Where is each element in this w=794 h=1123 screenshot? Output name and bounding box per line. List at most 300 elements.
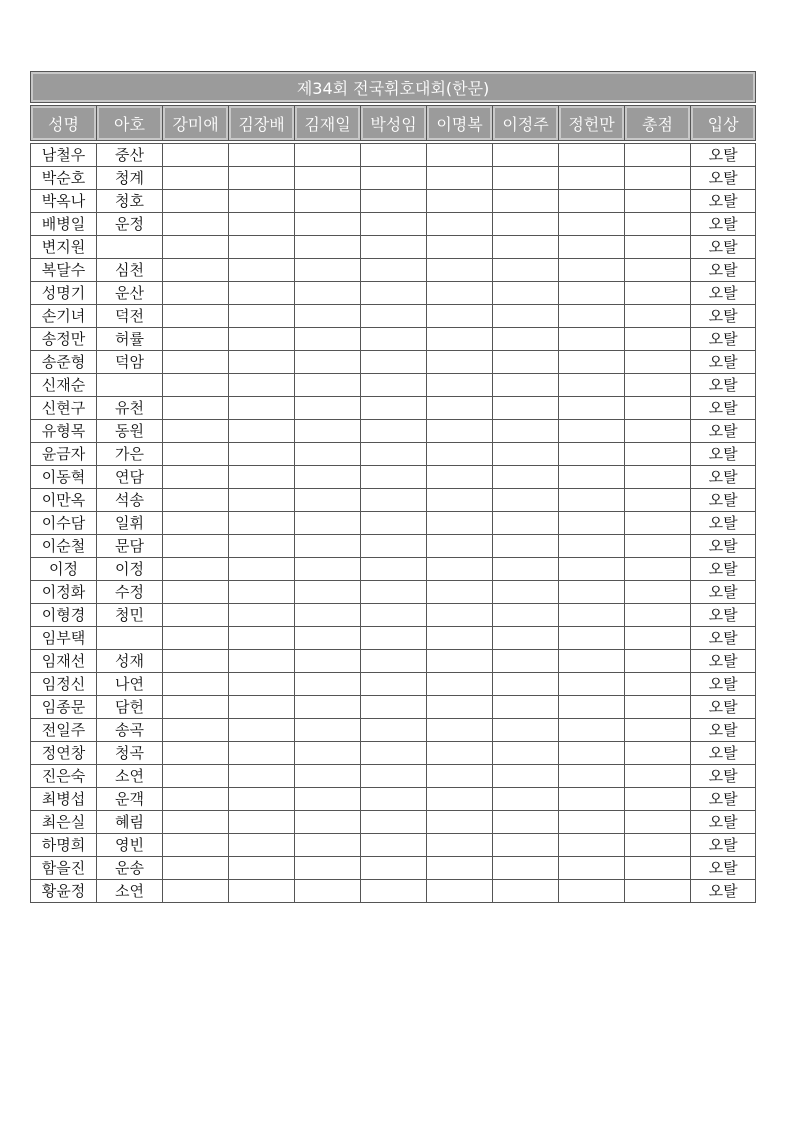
name-cell: 최은실	[31, 811, 97, 834]
table-row	[31, 535, 756, 558]
score-cell	[625, 742, 691, 765]
score-cell	[163, 374, 229, 397]
table-row	[31, 696, 756, 719]
score-cell	[493, 167, 559, 190]
score-cell	[427, 282, 493, 305]
score-cell	[493, 259, 559, 282]
score-cell	[295, 627, 361, 650]
score-cell	[295, 305, 361, 328]
score-cell	[229, 834, 295, 857]
award-cell: 오탈	[691, 834, 756, 857]
score-cell	[229, 328, 295, 351]
score-cell	[163, 535, 229, 558]
award-cell: 오탈	[691, 650, 756, 673]
score-cell	[625, 834, 691, 857]
name-cell: 남철우	[31, 144, 97, 167]
score-cell	[625, 259, 691, 282]
score-cell	[229, 144, 295, 167]
score-cell	[427, 466, 493, 489]
award-cell: 오탈	[691, 696, 756, 719]
score-cell	[427, 328, 493, 351]
score-cell	[163, 765, 229, 788]
pen-name-cell	[97, 236, 163, 259]
score-cell	[493, 627, 559, 650]
score-cell	[427, 443, 493, 466]
score-cell	[163, 558, 229, 581]
pen-name-cell: 운산	[97, 282, 163, 305]
award-cell: 오탈	[691, 765, 756, 788]
score-cell	[493, 581, 559, 604]
table-row	[31, 213, 756, 236]
score-cell	[559, 420, 625, 443]
score-cell	[427, 650, 493, 673]
name-cell: 배병일	[31, 213, 97, 236]
score-cell	[493, 282, 559, 305]
score-cell	[295, 190, 361, 213]
score-cell	[625, 190, 691, 213]
score-cell	[229, 581, 295, 604]
award-cell: 오탈	[691, 742, 756, 765]
score-cell	[361, 558, 427, 581]
award-cell: 오탈	[691, 213, 756, 236]
score-cell	[427, 512, 493, 535]
score-cell	[361, 742, 427, 765]
score-cell	[625, 167, 691, 190]
score-cell	[493, 328, 559, 351]
score-cell	[559, 489, 625, 512]
score-cell	[427, 627, 493, 650]
column-header: 김재일	[295, 106, 361, 141]
score-cell	[163, 834, 229, 857]
score-cell	[559, 351, 625, 374]
award-cell: 오탈	[691, 466, 756, 489]
score-cell	[559, 857, 625, 880]
score-cell	[493, 489, 559, 512]
score-cell	[295, 144, 361, 167]
score-cell	[427, 236, 493, 259]
score-cell	[295, 535, 361, 558]
name-cell: 송정만	[31, 328, 97, 351]
score-cell	[559, 719, 625, 742]
score-cell	[493, 397, 559, 420]
pen-name-cell: 이정	[97, 558, 163, 581]
score-cell	[361, 259, 427, 282]
score-cell	[559, 443, 625, 466]
score-cell	[229, 765, 295, 788]
score-cell	[625, 213, 691, 236]
pen-name-cell: 나연	[97, 673, 163, 696]
score-cell	[163, 489, 229, 512]
score-cell	[163, 190, 229, 213]
score-cell	[493, 765, 559, 788]
award-cell: 오탈	[691, 236, 756, 259]
name-cell: 박옥나	[31, 190, 97, 213]
score-cell	[427, 489, 493, 512]
score-cell	[295, 282, 361, 305]
award-cell: 오탈	[691, 144, 756, 167]
table-row	[31, 397, 756, 420]
name-cell: 이형경	[31, 604, 97, 627]
name-cell: 윤금자	[31, 443, 97, 466]
score-cell	[625, 351, 691, 374]
score-cell	[229, 535, 295, 558]
table-row	[31, 420, 756, 443]
table-row	[31, 443, 756, 466]
score-cell	[295, 259, 361, 282]
score-cell	[295, 811, 361, 834]
score-cell	[229, 857, 295, 880]
table-row	[31, 627, 756, 650]
score-cell	[559, 282, 625, 305]
score-cell	[427, 673, 493, 696]
score-cell	[163, 397, 229, 420]
score-cell	[163, 719, 229, 742]
score-cell	[229, 650, 295, 673]
score-cell	[361, 834, 427, 857]
score-cell	[361, 351, 427, 374]
name-cell: 하명희	[31, 834, 97, 857]
score-cell	[625, 604, 691, 627]
score-cell	[163, 305, 229, 328]
score-cell	[361, 489, 427, 512]
name-cell: 복달수	[31, 259, 97, 282]
award-cell: 오탈	[691, 305, 756, 328]
score-cell	[295, 719, 361, 742]
award-cell: 오탈	[691, 374, 756, 397]
award-cell: 오탈	[691, 581, 756, 604]
name-cell: 이만옥	[31, 489, 97, 512]
name-cell: 최병섭	[31, 788, 97, 811]
score-cell	[361, 144, 427, 167]
name-cell: 손기녀	[31, 305, 97, 328]
award-cell: 오탈	[691, 811, 756, 834]
score-cell	[559, 305, 625, 328]
score-cell	[493, 305, 559, 328]
score-cell	[427, 765, 493, 788]
award-cell: 오탈	[691, 190, 756, 213]
column-header: 박성임	[361, 106, 427, 141]
pen-name-cell	[97, 627, 163, 650]
score-cell	[493, 880, 559, 903]
score-cell	[559, 558, 625, 581]
pen-name-cell: 심천	[97, 259, 163, 282]
column-header: 아호	[97, 106, 163, 141]
score-cell	[361, 443, 427, 466]
award-cell: 오탈	[691, 788, 756, 811]
score-cell	[559, 604, 625, 627]
score-cell	[559, 259, 625, 282]
score-cell	[163, 627, 229, 650]
score-cell	[295, 834, 361, 857]
score-cell	[625, 696, 691, 719]
table-row	[31, 765, 756, 788]
name-cell: 신재순	[31, 374, 97, 397]
table-row	[31, 489, 756, 512]
pen-name-cell: 성재	[97, 650, 163, 673]
score-cell	[163, 811, 229, 834]
score-cell	[427, 397, 493, 420]
score-cell	[559, 512, 625, 535]
score-cell	[559, 696, 625, 719]
table-row	[31, 880, 756, 903]
results-table	[30, 71, 756, 903]
score-cell	[493, 604, 559, 627]
score-cell	[229, 213, 295, 236]
award-cell: 오탈	[691, 719, 756, 742]
score-cell	[163, 880, 229, 903]
score-cell	[625, 811, 691, 834]
name-cell: 정연창	[31, 742, 97, 765]
score-cell	[229, 489, 295, 512]
score-cell	[559, 144, 625, 167]
score-cell	[163, 144, 229, 167]
score-cell	[625, 719, 691, 742]
pen-name-cell: 수정	[97, 581, 163, 604]
score-cell	[625, 236, 691, 259]
score-cell	[229, 443, 295, 466]
score-cell	[229, 236, 295, 259]
name-cell: 함을진	[31, 857, 97, 880]
score-cell	[229, 374, 295, 397]
score-cell	[361, 305, 427, 328]
score-cell	[295, 512, 361, 535]
score-cell	[295, 696, 361, 719]
score-cell	[361, 650, 427, 673]
score-cell	[625, 305, 691, 328]
score-cell	[163, 742, 229, 765]
table-row	[31, 742, 756, 765]
column-header: 정헌만	[559, 106, 625, 141]
score-cell	[559, 834, 625, 857]
score-cell	[361, 236, 427, 259]
score-cell	[295, 765, 361, 788]
award-cell: 오탈	[691, 351, 756, 374]
table-row	[31, 282, 756, 305]
award-cell: 오탈	[691, 397, 756, 420]
score-cell	[361, 535, 427, 558]
score-cell	[229, 880, 295, 903]
score-cell	[229, 673, 295, 696]
pen-name-cell: 일휘	[97, 512, 163, 535]
score-cell	[163, 420, 229, 443]
score-cell	[361, 857, 427, 880]
score-cell	[361, 880, 427, 903]
award-cell: 오탈	[691, 489, 756, 512]
score-cell	[427, 213, 493, 236]
score-cell	[295, 167, 361, 190]
pen-name-cell: 청계	[97, 167, 163, 190]
pen-name-cell: 혜림	[97, 811, 163, 834]
score-cell	[361, 190, 427, 213]
award-cell: 오탈	[691, 512, 756, 535]
score-cell	[229, 397, 295, 420]
name-cell: 이순철	[31, 535, 97, 558]
score-cell	[295, 880, 361, 903]
score-cell	[163, 328, 229, 351]
score-cell	[493, 650, 559, 673]
score-cell	[625, 443, 691, 466]
name-cell: 전일주	[31, 719, 97, 742]
pen-name-cell: 송곡	[97, 719, 163, 742]
name-cell: 유형목	[31, 420, 97, 443]
score-cell	[493, 190, 559, 213]
score-cell	[493, 443, 559, 466]
score-cell	[625, 374, 691, 397]
award-cell: 오탈	[691, 627, 756, 650]
score-cell	[229, 627, 295, 650]
column-header: 성명	[31, 106, 97, 141]
table-row	[31, 512, 756, 535]
score-cell	[295, 374, 361, 397]
score-cell	[229, 190, 295, 213]
name-cell: 이동혁	[31, 466, 97, 489]
score-cell	[229, 259, 295, 282]
score-cell	[559, 535, 625, 558]
name-cell: 이정	[31, 558, 97, 581]
score-cell	[493, 719, 559, 742]
award-cell: 오탈	[691, 420, 756, 443]
score-cell	[295, 443, 361, 466]
table-row	[31, 167, 756, 190]
pen-name-cell: 소연	[97, 765, 163, 788]
score-cell	[163, 581, 229, 604]
table-row	[31, 351, 756, 374]
name-cell: 이정화	[31, 581, 97, 604]
score-cell	[295, 489, 361, 512]
table-row	[31, 236, 756, 259]
score-cell	[493, 351, 559, 374]
name-cell: 임종문	[31, 696, 97, 719]
score-cell	[427, 742, 493, 765]
table-row	[31, 673, 756, 696]
score-cell	[163, 650, 229, 673]
score-cell	[493, 742, 559, 765]
score-cell	[427, 857, 493, 880]
score-cell	[559, 811, 625, 834]
score-cell	[493, 535, 559, 558]
score-cell	[361, 696, 427, 719]
score-cell	[361, 512, 427, 535]
score-cell	[361, 420, 427, 443]
score-cell	[559, 167, 625, 190]
score-cell	[559, 581, 625, 604]
award-cell: 오탈	[691, 167, 756, 190]
pen-name-cell: 청호	[97, 190, 163, 213]
table-title: 제34회 전국휘호대회(한문)	[31, 72, 756, 103]
score-cell	[295, 236, 361, 259]
score-cell	[559, 650, 625, 673]
score-cell	[295, 604, 361, 627]
pen-name-cell: 운정	[97, 213, 163, 236]
pen-name-cell: 담헌	[97, 696, 163, 719]
score-cell	[295, 581, 361, 604]
score-cell	[427, 880, 493, 903]
score-cell	[163, 466, 229, 489]
score-cell	[493, 213, 559, 236]
score-cell	[427, 788, 493, 811]
column-header: 김장배	[229, 106, 295, 141]
pen-name-cell: 소연	[97, 880, 163, 903]
pen-name-cell: 문담	[97, 535, 163, 558]
score-cell	[559, 190, 625, 213]
score-cell	[295, 857, 361, 880]
score-cell	[163, 282, 229, 305]
score-cell	[625, 673, 691, 696]
score-cell	[163, 788, 229, 811]
score-cell	[493, 696, 559, 719]
table-row	[31, 328, 756, 351]
pen-name-cell: 덕전	[97, 305, 163, 328]
name-cell: 이수담	[31, 512, 97, 535]
score-cell	[295, 328, 361, 351]
score-cell	[163, 604, 229, 627]
score-cell	[559, 742, 625, 765]
score-cell	[625, 420, 691, 443]
pen-name-cell: 유천	[97, 397, 163, 420]
name-cell: 임재선	[31, 650, 97, 673]
score-cell	[625, 765, 691, 788]
score-cell	[427, 420, 493, 443]
column-header: 강미애	[163, 106, 229, 141]
award-cell: 오탈	[691, 328, 756, 351]
score-cell	[427, 558, 493, 581]
score-cell	[625, 144, 691, 167]
score-cell	[163, 213, 229, 236]
score-cell	[361, 282, 427, 305]
score-cell	[361, 719, 427, 742]
score-cell	[295, 466, 361, 489]
score-cell	[625, 650, 691, 673]
score-cell	[427, 811, 493, 834]
score-cell	[493, 558, 559, 581]
pen-name-cell: 청민	[97, 604, 163, 627]
score-cell	[229, 719, 295, 742]
score-cell	[295, 788, 361, 811]
score-cell	[493, 788, 559, 811]
pen-name-cell: 운송	[97, 857, 163, 880]
score-cell	[361, 167, 427, 190]
pen-name-cell: 청곡	[97, 742, 163, 765]
pen-name-cell: 중산	[97, 144, 163, 167]
score-cell	[229, 512, 295, 535]
table-row	[31, 558, 756, 581]
table-row	[31, 834, 756, 857]
score-cell	[361, 604, 427, 627]
score-cell	[229, 811, 295, 834]
score-cell	[625, 558, 691, 581]
score-cell	[163, 857, 229, 880]
table-row	[31, 811, 756, 834]
score-cell	[163, 512, 229, 535]
score-cell	[493, 834, 559, 857]
score-cell	[625, 857, 691, 880]
name-cell: 변지원	[31, 236, 97, 259]
score-cell	[361, 673, 427, 696]
score-cell	[493, 236, 559, 259]
name-cell: 신현구	[31, 397, 97, 420]
score-cell	[625, 489, 691, 512]
score-cell	[361, 788, 427, 811]
score-cell	[361, 627, 427, 650]
score-cell	[427, 834, 493, 857]
column-header: 입상	[691, 106, 756, 141]
score-cell	[229, 282, 295, 305]
score-cell	[361, 581, 427, 604]
score-cell	[163, 167, 229, 190]
score-cell	[295, 397, 361, 420]
score-cell	[361, 811, 427, 834]
pen-name-cell: 허률	[97, 328, 163, 351]
